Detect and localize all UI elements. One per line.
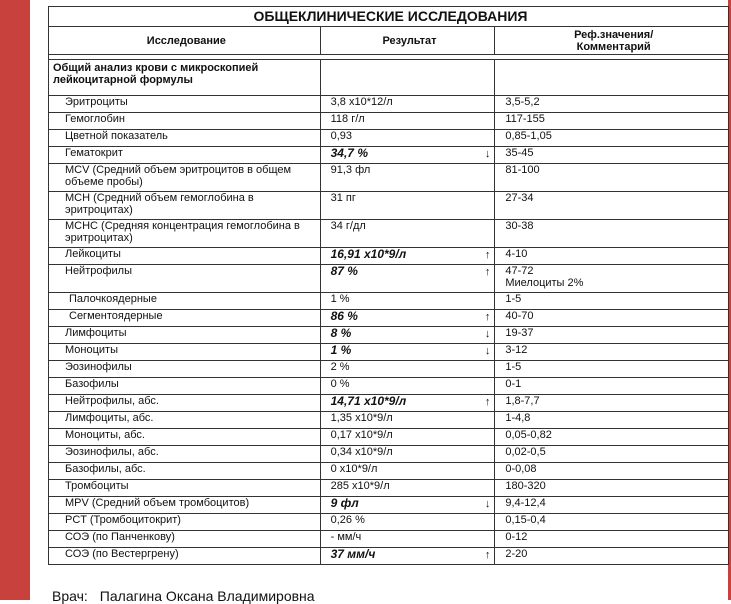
doctor-name: Палагина Оксана Владимировна [99, 588, 315, 604]
test-result [320, 164, 495, 192]
reference-value [495, 344, 729, 361]
test-result [320, 429, 495, 446]
results-table [48, 6, 729, 565]
reference-range: 1-5 [505, 361, 522, 373]
test-name: Моноциты, абс. [49, 429, 321, 446]
page-top-fragment [48, 0, 729, 2]
reference-value [495, 310, 729, 327]
reference-comment: Миелоциты 2% [505, 277, 584, 289]
result-value: 9 фл [330, 496, 359, 510]
result-row [49, 361, 729, 378]
reference-value [495, 429, 729, 446]
reference-range: 1-4,8 [505, 412, 531, 424]
test-name: СОЭ (по Панченкову) [49, 531, 321, 548]
result-value: 8 % [330, 326, 352, 340]
test-name: Эритроциты [49, 96, 321, 113]
result-value: - мм/ч [330, 531, 362, 543]
test-result [320, 548, 495, 565]
result-value: 1 % [330, 343, 352, 357]
test-result [320, 293, 495, 310]
result-row [49, 220, 729, 248]
reference-range: 0,15-0,4 [505, 514, 546, 526]
test-result [320, 96, 495, 113]
section-title [49, 60, 321, 96]
result-row [49, 463, 729, 480]
result-row [49, 429, 729, 446]
test-result [320, 514, 495, 531]
test-name: Лейкоциты [49, 248, 321, 265]
test-name: Палочкоядерные [49, 293, 321, 310]
reference-value [495, 378, 729, 395]
reference-range: 47-72 [505, 265, 534, 277]
reference-range: 35-45 [505, 147, 534, 159]
test-result [320, 130, 495, 147]
result-value: 31 пг [330, 192, 356, 204]
result-value: 0,26 % [330, 514, 365, 526]
reference-value [495, 130, 729, 147]
test-name: MCV (Средний объем эритроцитов в общем объеме пробы) [49, 164, 321, 192]
test-result [320, 344, 495, 361]
result-value: 285 x10*9/л [330, 480, 390, 492]
result-row [49, 113, 729, 130]
reference-value [495, 265, 729, 293]
reference-range: 19-37 [505, 327, 534, 339]
result-value: 37 мм/ч [330, 547, 376, 561]
result-row [49, 130, 729, 147]
reference-range: 9,4-12,4 [505, 497, 546, 509]
result-value: 14,71 x10*9/л [330, 394, 407, 408]
test-name: Тромбоциты [49, 480, 321, 497]
reference-range: 0-12 [505, 531, 528, 543]
reference-range: 0,85-1,05 [505, 130, 552, 142]
test-result [320, 446, 495, 463]
section-header-row [49, 60, 729, 96]
result-row [49, 96, 729, 113]
section-title-line1: Общий анализ крови с микроскопией [53, 62, 259, 74]
reference-value [495, 412, 729, 429]
reference-range: 2-20 [505, 548, 528, 560]
test-name: PCT (Тромбоцитокрит) [49, 514, 321, 531]
reference-range: 3,5-5,2 [505, 96, 540, 108]
column-header-reference-line1: Реф.значения/ [574, 28, 654, 41]
test-name: Лимфоциты [49, 327, 321, 344]
reference-value [495, 293, 729, 310]
result-row [49, 265, 729, 293]
reference-value [495, 147, 729, 164]
result-row [49, 164, 729, 192]
reference-value [495, 446, 729, 463]
test-name: Базофилы, абс. [49, 463, 321, 480]
reference-range: 1,8-7,7 [505, 395, 540, 407]
reference-range: 27-34 [505, 192, 534, 204]
arrow-down-icon: ↓ [484, 328, 491, 340]
reference-range: 40-70 [505, 310, 534, 322]
test-result [320, 310, 495, 327]
reference-value [495, 327, 729, 344]
result-row [49, 412, 729, 429]
test-result [320, 327, 495, 344]
test-name: Сегментоядерные [49, 310, 321, 327]
arrow-up-icon: ↑ [484, 249, 491, 261]
reference-value [495, 220, 729, 248]
doctor-signature-line [52, 588, 327, 604]
test-name: СОЭ (по Вестергрену) [49, 548, 321, 565]
result-value: 0 % [330, 378, 350, 390]
reference-range: 1-5 [505, 293, 522, 305]
reference-value [495, 514, 729, 531]
result-value: 34,7 % [330, 146, 368, 160]
test-name: Нейтрофилы, абс. [49, 395, 321, 412]
reference-range: 81-100 [505, 164, 540, 176]
result-value: 0,34 x10*9/л [330, 446, 393, 458]
result-row [49, 327, 729, 344]
result-row [49, 293, 729, 310]
reference-value [495, 361, 729, 378]
result-row [49, 192, 729, 220]
reference-value [495, 164, 729, 192]
reference-value [495, 497, 729, 514]
reference-range: 30-38 [505, 220, 534, 232]
reference-range: 4-10 [505, 248, 528, 260]
result-value: 16,91 x10*9/л [330, 247, 407, 261]
test-result [320, 497, 495, 514]
arrow-up-icon: ↑ [484, 311, 491, 323]
test-name: Цветной показатель [49, 130, 321, 147]
result-row [49, 446, 729, 463]
test-result [320, 220, 495, 248]
result-value: 3,8 x10*12/л [330, 96, 393, 108]
reference-range: 0-0,08 [505, 463, 537, 475]
column-header-reference-line2: Комментарий [576, 40, 651, 53]
result-row [49, 248, 729, 265]
reference-value [495, 463, 729, 480]
result-value: 1,35 x10*9/л [330, 412, 393, 424]
test-name: Лимфоциты, абс. [49, 412, 321, 429]
result-value: 2 % [330, 361, 350, 373]
test-name: MPV (Средний объем тромбоцитов) [49, 497, 321, 514]
test-name: MCHC (Средняя концентрация гемоглобина в эритроцитах) [49, 220, 321, 248]
arrow-down-icon: ↓ [484, 345, 491, 357]
column-header-reference [495, 27, 729, 55]
reference-value [495, 548, 729, 565]
result-row [49, 147, 729, 164]
arrow-down-icon: ↓ [484, 498, 491, 510]
result-value: 34 г/дл [330, 220, 366, 232]
reference-range: 3-12 [505, 344, 528, 356]
left-red-margin [0, 0, 30, 600]
report-title: ОБЩЕКЛИНИЧЕСКИЕ ИССЛЕДОВАНИЯ [49, 7, 729, 27]
test-result [320, 395, 495, 412]
test-result [320, 361, 495, 378]
test-result [320, 248, 495, 265]
reference-range: 117-155 [505, 113, 545, 125]
result-row [49, 395, 729, 412]
test-name: Нейтрофилы [49, 265, 321, 293]
test-name: Базофилы [49, 378, 321, 395]
test-result [320, 480, 495, 497]
section-title-line2: лейкоцитарной формулы [53, 74, 193, 86]
reference-value [495, 192, 729, 220]
arrow-up-icon: ↑ [484, 266, 491, 278]
test-result [320, 531, 495, 548]
reference-range: 0,02-0,5 [505, 446, 546, 458]
result-row [49, 344, 729, 361]
test-name: Эозинофилы [49, 361, 321, 378]
reference-value [495, 96, 729, 113]
result-value: 1 % [330, 293, 350, 305]
result-value: 0 x10*9/л [330, 463, 378, 475]
result-value: 87 % [330, 264, 358, 278]
result-value: 91,3 фл [330, 164, 371, 176]
test-name: Гематокрит [49, 147, 321, 164]
reference-range: 180-320 [505, 480, 546, 492]
result-value: 86 % [330, 309, 358, 323]
result-row [49, 310, 729, 327]
test-result [320, 265, 495, 293]
arrow-up-icon: ↑ [484, 549, 491, 561]
test-result [320, 412, 495, 429]
result-value: 0,17 x10*9/л [330, 429, 393, 441]
column-header-result: Результат [320, 27, 495, 55]
test-result [320, 463, 495, 480]
result-row [49, 378, 729, 395]
result-row [49, 548, 729, 565]
result-row [49, 497, 729, 514]
test-result [320, 192, 495, 220]
arrow-down-icon: ↓ [484, 148, 491, 160]
result-row [49, 480, 729, 497]
test-result [320, 378, 495, 395]
result-row [49, 514, 729, 531]
test-result [320, 113, 495, 130]
reference-value [495, 531, 729, 548]
reference-range: 0-1 [505, 378, 522, 390]
reference-value [495, 480, 729, 497]
reference-value [495, 248, 729, 265]
result-row [49, 531, 729, 548]
test-name: Эозинофилы, абс. [49, 446, 321, 463]
test-name: Гемоглобин [49, 113, 321, 130]
result-value: 118 г/л [330, 113, 365, 125]
result-value: 0,93 [330, 130, 353, 142]
doctor-label: Врач: [52, 588, 88, 604]
test-result [320, 147, 495, 164]
reference-value [495, 113, 729, 130]
reference-value [495, 395, 729, 412]
test-name: MCH (Средний объем гемоглобина в эритроцитах) [49, 192, 321, 220]
column-header-test: Исследование [49, 27, 321, 55]
arrow-up-icon: ↑ [484, 396, 491, 408]
test-name: Моноциты [49, 344, 321, 361]
reference-range: 0,05-0,82 [505, 429, 552, 441]
report-sheet [48, 0, 729, 604]
